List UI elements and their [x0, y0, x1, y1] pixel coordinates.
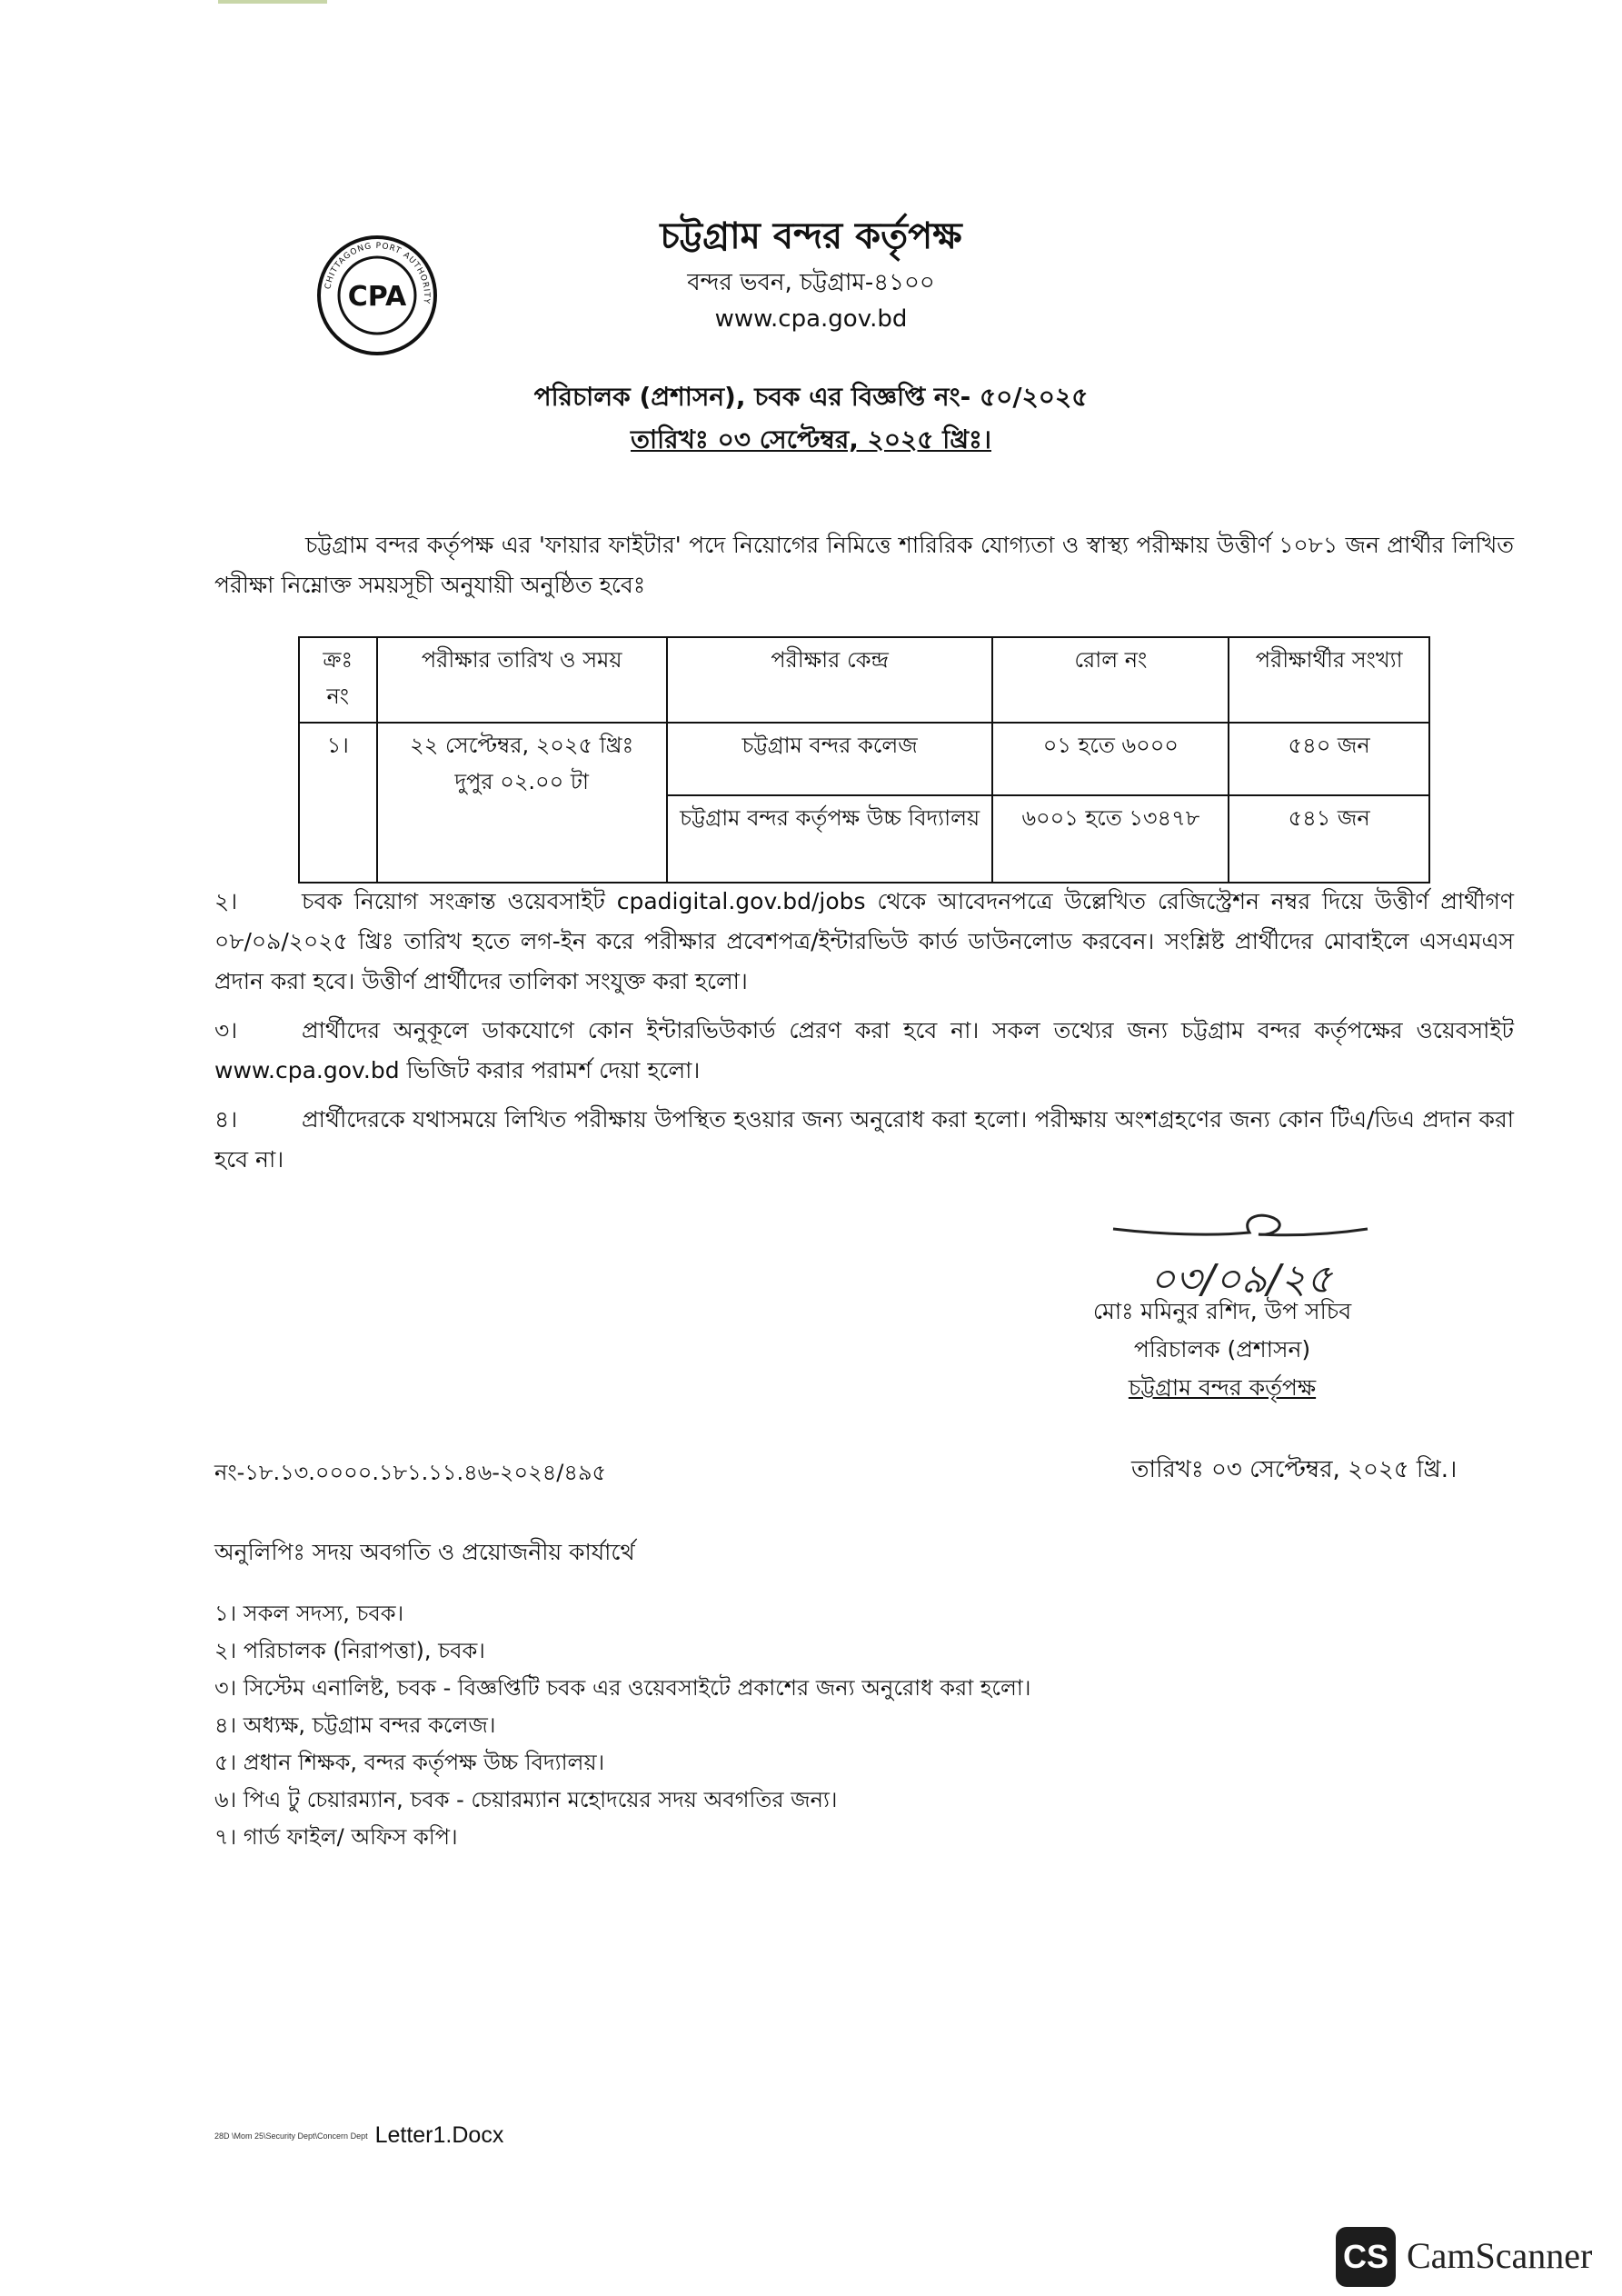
- intro-paragraph: চট্টগ্রাম বন্দর কর্তৃপক্ষ এর 'ফায়ার ফাইটার' পদে নিয়োগের নিমিত্তে শারিরিক যোগ্যতা ও স্বাস্থ্য পরীক্ষায় উত্তীর্ণ ১০৮১ জন প্রার্থীর লিখিত পরীক্ষা নিম্নোক্ত সময়সূচী অনুযায়ী অনুষ্ঠিত হবেঃ: [214, 532, 1514, 598]
- org-name: চট্টগ্রাম বন্দর কর্তৃপক্ষ: [660, 215, 962, 257]
- list-item: ৫। প্রধান শিক্ষক, বন্দর কর্তৃপক্ষ উচ্চ বিদ্যালয়।: [214, 1750, 605, 1775]
- camscanner-watermark: CamScanner: [1407, 2235, 1593, 2276]
- paragraph-text: চবক নিয়োগ সংক্রান্ত ওয়েবসাইট cpadigital.gov.bd/jobs থেকে আবেদনপত্রে উল্লেখিত রেজিস্ট্রেশন নম্বর দিয়ে উত্তীর্ণ প্রার্থীগণ ০৮/০৯/২০২৫ খ্রিঃ তারিখ হতে লগ-ইন করে পরীক্ষার প্রবেশপত্র/ইন্টারভিউ কার্ড ডাউনলোড করবেন। সংশ্লিষ্ট প্রার্থীদের মোবাইলে এসএমএস প্রদান করা হবে। উত্তীর্ণ প্রার্থীদের তালিকা সংযুক্ত করা হলো।: [214, 888, 1514, 994]
- table-row: [299, 723, 1429, 795]
- org-address: বন্দর ভবন, চট্টগ্রাম-৪১০০: [687, 269, 935, 296]
- paragraph-3: [214, 1011, 1514, 1091]
- notice-date: তারিখঃ ০৩ সেপ্টেম্বর, ২০২৫ খ্রিঃ।: [631, 424, 991, 454]
- exam-date: ২২ সেপ্টেম্বর, ২০২৫ খ্রিঃ: [410, 733, 634, 758]
- exam-schedule-table: [298, 636, 1430, 883]
- paragraph-number: ৪।: [214, 1106, 238, 1133]
- col-roll-header: রোল নং: [992, 637, 1229, 723]
- cell-center: চট্টগ্রাম বন্দর কর্তৃপক্ষ উচ্চ বিদ্যালয়: [667, 795, 993, 883]
- cell-examinees: ৫৪০ জন: [1229, 723, 1429, 795]
- paragraph-number: ২।: [214, 888, 238, 914]
- signatory-organization: চট্টগ্রাম বন্দর কর্তৃপক্ষ: [1128, 1374, 1317, 1401]
- cc-list: [214, 1595, 1030, 1856]
- paragraph-4: [214, 1100, 1514, 1180]
- svg-text:CHITTAGONG PORT AUTHORITY: CHITTAGONG PORT AUTHORITY: [323, 241, 432, 305]
- list-item: ৭। গার্ড ফাইল/ অফিস কপি।: [214, 1824, 458, 1850]
- col-serial-header: ক্রঃ নং: [299, 637, 377, 723]
- cell-examinees: ৫৪১ জন: [1229, 795, 1429, 883]
- col-examinees-header: পরীক্ষার্থীর সংখ্যা: [1229, 637, 1429, 723]
- paragraph-2: [214, 882, 1514, 1002]
- cell-roll: ৬০০১ হতে ১৩৪৭৮: [992, 795, 1229, 883]
- memo-number: নং-১৮.১৩.০০০০.১৮১.১১.৪৬-২০২৪/৪৯৫: [214, 1460, 607, 1485]
- camscanner-logo-icon: CS: [1336, 2227, 1396, 2287]
- svg-text:CPA: CPA: [347, 281, 407, 313]
- cell-datetime: [377, 723, 667, 883]
- notice-title: পরিচালক (প্রশাসন), চবক এর বিজ্ঞপ্তি নং- ৫০/২০২৫: [533, 382, 1089, 412]
- cell-roll: ০১ হতে ৬০০০: [992, 723, 1229, 795]
- svg-text:০৩/০৯/২৫: ০৩/০৯/২৫: [1149, 1256, 1333, 1303]
- signatory-name: মোঃ মমিনুর রশিদ, উপ সচিব: [1092, 1298, 1352, 1324]
- cell-serial: ১।: [299, 723, 377, 883]
- file-footer: [214, 2122, 503, 2149]
- list-item: ৩। সিস্টেম এনালিষ্ট, চবক - বিজ্ঞপ্তিটি চবক এর ওয়েবসাইটে প্রকাশের জন্য অনুরোধ করা হলো।: [214, 1675, 1031, 1701]
- cc-heading: অনুলিপিঃ সদয় অবগতি ও প্রয়োজনীয় কার্যার্থে: [214, 1539, 635, 1565]
- table-header-row: [299, 637, 1429, 723]
- paragraph-number: ৩।: [214, 1017, 238, 1043]
- file-path: 28D \Mom 25\Security Dept\Concern Dept: [214, 2131, 368, 2141]
- col-datetime-header: পরীক্ষার তারিখ ও সময়: [377, 637, 667, 723]
- memo-date: তারিখঃ ০৩ সেপ্টেম্বর, ২০২৫ খ্রি.।: [1131, 1456, 1458, 1483]
- list-item: ২। পরিচালক (নিরাপত্তা), চবক।: [214, 1638, 485, 1663]
- scan-smudge: [218, 0, 327, 4]
- list-item: ৬। পিএ টু চেয়ারম্যান, চবক - চেয়ারম্যান মহোদয়ের সদয় অবগতির জন্য।: [214, 1787, 838, 1812]
- paragraph-text: প্রার্থীদেরকে যথাসময়ে লিখিত পরীক্ষায় উপস্থিত হওয়ার জন্য অনুরোধ করা হলো। পরীক্ষায় অংশগ্রহণের জন্য কোন টিএ/ডিএ প্রদান করা হবে না।: [214, 1106, 1514, 1173]
- paragraph-text: প্রার্থীদের অনুকূলে ডাকযোগে কোন ইন্টারভিউকার্ড প্রেরণ করা হবে না। সকল তথ্যের জন্য চট্টগ্রাম বন্দর কর্তৃপক্ষের ওয়েবসাইট www.cpa.gov.bd ভিজিট করার পরামর্শ দেয়া হলো।: [214, 1017, 1514, 1083]
- col-center-header: পরীক্ষার কেন্দ্র: [667, 637, 993, 723]
- list-item: ১। সকল সদস্য, চবক।: [214, 1601, 404, 1626]
- cell-center: চট্টগ্রাম বন্দর কলেজ: [667, 723, 993, 795]
- signatory-designation: পরিচালক (প্রশাসন): [1133, 1336, 1311, 1363]
- exam-time: দুপুর ০২.০০ টা: [454, 769, 589, 794]
- list-item: ৪। অধ্যক্ষ, চট্টগ্রাম বন্দর কলেজ।: [214, 1712, 496, 1738]
- signature-block: [1031, 1293, 1413, 1407]
- org-website: www.cpa.gov.bd: [714, 305, 908, 333]
- file-name: Letter1.Docx: [374, 2122, 504, 2148]
